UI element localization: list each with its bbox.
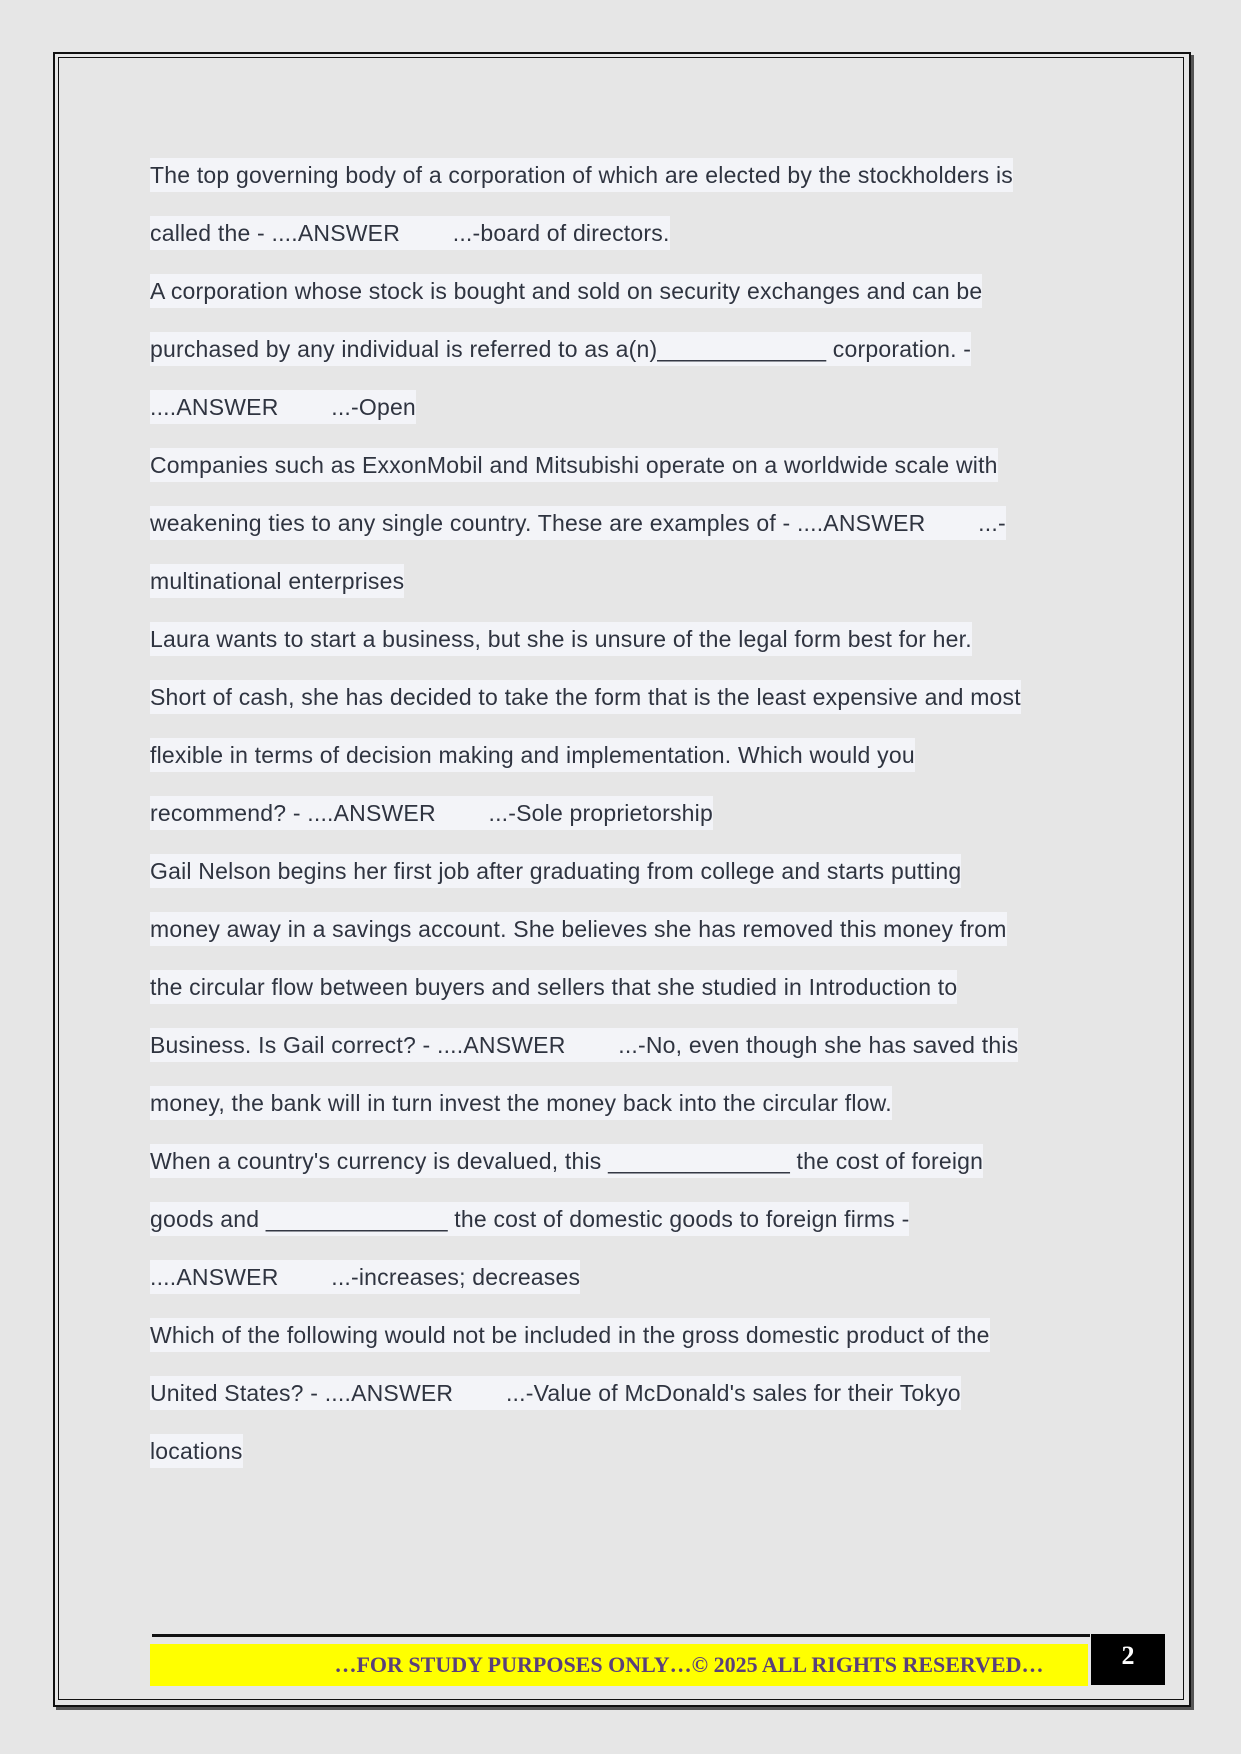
document-body — [150, 146, 1090, 1480]
qa-line: A corporation whose stock is bought and sold on security exchanges and can be — [150, 274, 982, 308]
qa-item-4 — [150, 610, 1090, 842]
qa-line: ....ANSWER ...-increases; decreases — [150, 1260, 580, 1294]
qa-line: Short of cash, she has decided to take the form that is the least expensive and most — [150, 680, 1021, 714]
qa-line: multinational enterprises — [150, 564, 404, 598]
qa-line: flexible in terms of decision making and implementation. Which would you — [150, 738, 915, 772]
qa-item-5 — [150, 842, 1090, 1132]
qa-item-3 — [150, 436, 1090, 610]
qa-item-7 — [150, 1306, 1090, 1480]
qa-line: weakening ties to any single country. These are examples of - ....ANSWER ...- — [150, 506, 1006, 540]
qa-line: recommend? - ....ANSWER ...-Sole proprietorship — [150, 796, 713, 830]
qa-line: purchased by any individual is referred to as a(n)_____________ corporation. - — [150, 332, 971, 366]
footer-band — [150, 1644, 1088, 1686]
qa-line: Companies such as ExxonMobil and Mitsubishi operate on a worldwide scale with — [150, 448, 998, 482]
qa-line: United States? - ....ANSWER ...-Value of McDonald's sales for their Tokyo — [150, 1376, 961, 1410]
qa-line: money away in a savings account. She believes she has removed this money from — [150, 912, 1007, 946]
page-number: 2 — [1091, 1634, 1165, 1685]
qa-line: the circular flow between buyers and sellers that she studied in Introduction to — [150, 970, 957, 1004]
qa-line: Which of the following would not be included in the gross domestic product of the — [150, 1318, 990, 1352]
qa-item-1 — [150, 146, 1090, 262]
qa-line: Laura wants to start a business, but she is unsure of the legal form best for her. — [150, 622, 972, 656]
qa-line: ....ANSWER ...-Open — [150, 390, 416, 424]
qa-item-2 — [150, 262, 1090, 436]
qa-line: goods and ______________ the cost of domestic goods to foreign firms - — [150, 1202, 909, 1236]
qa-line: Gail Nelson begins her first job after graduating from college and starts putting — [150, 854, 961, 888]
footer-text: …FOR STUDY PURPOSES ONLY…© 2025 ALL RIGHTS RESERVED… — [334, 1652, 1044, 1677]
qa-item-6 — [150, 1132, 1090, 1306]
qa-line: locations — [150, 1434, 243, 1468]
qa-line: called the - ....ANSWER ...-board of directors. — [150, 216, 670, 250]
qa-line: Business. Is Gail correct? - ....ANSWER ...-No, even though she has saved this — [150, 1028, 1018, 1062]
qa-line: When a country's currency is devalued, this ______________ the cost of foreign — [150, 1144, 983, 1178]
footer-rule — [152, 1634, 1090, 1637]
qa-line: The top governing body of a corporation of which are elected by the stockholders is — [150, 158, 1013, 192]
qa-line: money, the bank will in turn invest the money back into the circular flow. — [150, 1086, 892, 1120]
